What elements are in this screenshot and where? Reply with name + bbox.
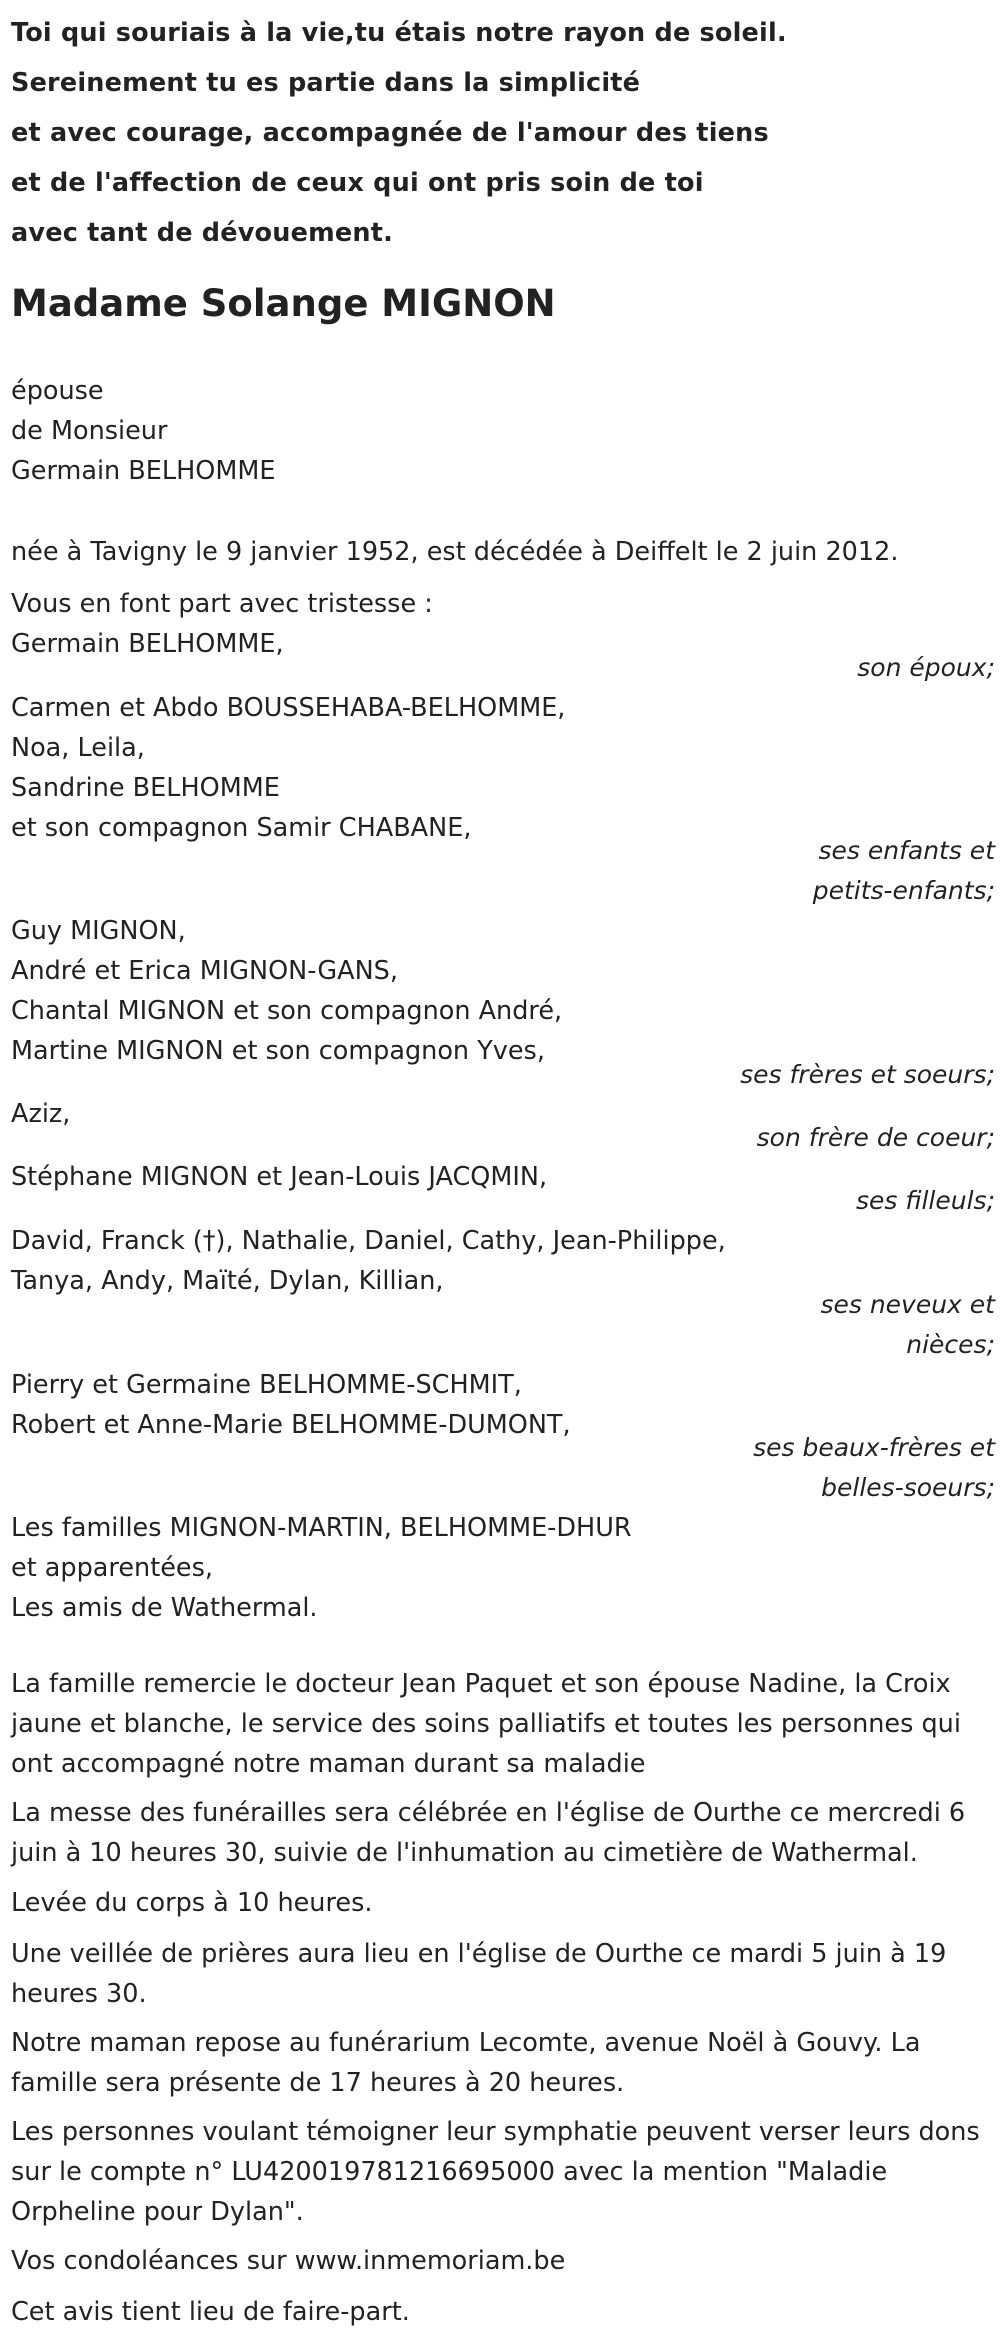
relation-label: nièces; [906,1330,995,1359]
announce-line: Vous en font part avec tristesse : [11,589,433,619]
family-line: Aziz, [11,1099,71,1129]
relation-label: ses neveux et [820,1290,995,1319]
poem-line: et avec courage, accompagnée de l'amour des tiens [11,118,769,148]
memorial-poem [11,8,787,258]
vigil-paragraph: Une veillée de prières aura lieu en l'église de Ourthe ce mardi 5 juin à 19 heures 30. [11,1939,947,2009]
family-line: Guy MIGNON, [11,916,186,946]
family-line: Les amis de Wathermal. [11,1593,318,1623]
poem-line: avec tant de dévouement. [11,218,393,248]
poem-line: Toi qui souriais à la vie,tu étais notre rayon de soleil. [11,18,787,48]
poem-line: Sereinement tu es partie dans la simplicité [11,68,641,98]
family-line: Stéphane MIGNON et Jean-Louis JACQMIN, [11,1162,548,1192]
relation-label: ses enfants et [818,836,995,865]
family-line: et apparentées, [11,1553,213,1583]
family-line: André et Erica MIGNON-GANS, [11,956,398,986]
funeral-mass-paragraph: La messe des funérailles sera célébrée en l'église de Ourthe ce mercredi 6 juin à 10 heures 30, suivie de l'inhumation au cimetière de Wathermal. [11,1798,966,1868]
family-line: Chantal MIGNON et son compagnon André, [11,996,563,1026]
relation-label: ses filleuls; [855,1186,995,1215]
family-line: Carmen et Abdo BOUSSEHABA-BELHOMME, [11,693,566,723]
poem-line: et de l'affection de ceux qui ont pris soin de toi [11,168,704,198]
family-line: Tanya, Andy, Maïté, Dylan, Killian, [11,1266,444,1296]
family-line: Robert et Anne-Marie BELHOMME-DUMONT, [11,1410,571,1440]
funerarium-paragraph: Notre maman repose au funérarium Lecomte, avenue Noël à Gouvy. La famille sera présente de 17 heures à 20 heures. [11,2028,921,2098]
relation-label: belles-soeurs; [821,1473,995,1502]
relation-label: ses frères et soeurs; [740,1060,995,1089]
spouse-line: Germain BELHOMME [11,456,276,486]
family-line: Noa, Leila, [11,733,145,763]
levee-paragraph: Levée du corps à 10 heures. [11,1888,373,1918]
spouse-line: épouse [11,376,104,406]
family-line: David, Franck (†), Nathalie, Daniel, Cathy, Jean-Philippe, [11,1226,726,1256]
donation-paragraph: Les personnes voulant témoigner leur symphatie peuvent verser leurs dons sur le compte n° LU420019781216695000 avec la mention "Maladie Orpheline pour Dylan". [11,2117,980,2227]
condolences-paragraph: Vos condoléances sur www.inmemoriam.be [11,2246,566,2276]
relation-label: ses beaux-frères et [753,1433,995,1462]
birth-death-line: née à Tavigny le 9 janvier 1952, est décédée à Deiffelt le 2 juin 2012. [11,537,899,567]
notice-paragraph: Cet avis tient lieu de faire-part. [11,2297,410,2327]
family-line: Sandrine BELHOMME [11,773,280,803]
relation-label: son frère de coeur; [756,1123,995,1152]
spouse-line: de Monsieur [11,416,168,446]
family-line: Les familles MIGNON-MARTIN, BELHOMME-DHUR [11,1513,632,1543]
thanks-paragraph: La famille remercie le docteur Jean Paquet et son épouse Nadine, la Croix jaune et blanche, le service des soins palliatifs et toutes les personnes qui ont accompagné notre maman durant sa maladie [11,1669,961,1779]
family-line: Martine MIGNON et son compagnon Yves, [11,1036,545,1066]
relation-label: petits-enfants; [812,876,995,905]
relation-label: son époux; [857,653,995,682]
family-line: et son compagnon Samir CHABANE, [11,813,472,843]
family-line: Pierry et Germaine BELHOMME-SCHMIT, [11,1370,522,1400]
family-line: Germain BELHOMME, [11,629,284,659]
deceased-name-title: Madame Solange MIGNON [11,282,556,325]
